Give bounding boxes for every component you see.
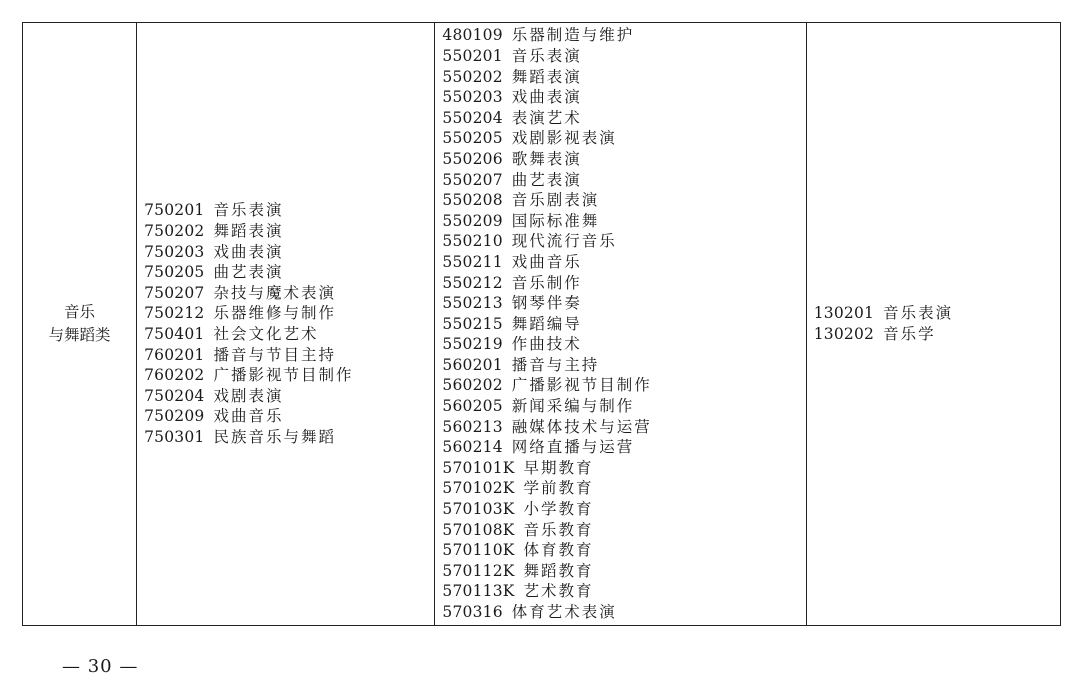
list-item [442, 561, 805, 582]
list-item [814, 324, 1060, 345]
list-item [442, 128, 805, 149]
undergraduate-majors-list [807, 303, 1060, 344]
major-name: 现代流行音乐 [511, 232, 617, 251]
major-code: 570316 [442, 603, 503, 622]
major-name: 融媒体技术与运营 [511, 417, 652, 436]
list-item [442, 87, 805, 108]
list-item [144, 345, 434, 366]
major-name: 乐器维修与制作 [213, 304, 336, 323]
major-name: 歌舞表演 [511, 149, 582, 168]
major-name: 广播影视节目制作 [511, 376, 652, 395]
major-code: 560214 [442, 438, 503, 457]
secondary-majors-list [137, 200, 434, 447]
major-code: 760201 [144, 345, 205, 364]
major-code: 570110K [442, 541, 515, 560]
major-name: 广播影视节目制作 [213, 366, 354, 385]
major-name: 社会文化艺术 [213, 325, 319, 343]
major-code: 550205 [442, 129, 503, 148]
major-code: 750209 [144, 407, 205, 426]
major-code: 550210 [442, 232, 503, 251]
undergraduate-majors-cell [806, 23, 1060, 626]
major-name: 舞蹈表演 [511, 67, 582, 86]
list-item [144, 221, 434, 242]
major-name: 舞蹈编导 [511, 314, 582, 333]
major-code: 570112K [442, 561, 515, 580]
table-row [23, 23, 1061, 626]
major-name: 曲艺表演 [213, 263, 284, 282]
list-item [442, 458, 805, 479]
major-code: 560201 [442, 355, 503, 374]
list-item [442, 252, 805, 273]
major-name: 戏剧影视表演 [511, 129, 617, 148]
major-code: 130202 [813, 325, 875, 343]
major-table [22, 22, 1061, 626]
major-name: 早期教育 [523, 458, 594, 477]
major-name: 网络直播与运营 [511, 438, 635, 457]
major-name: 音乐表演 [213, 201, 284, 220]
major-name: 小学教育 [523, 500, 594, 519]
major-name: 体育艺术表演 [511, 603, 617, 622]
major-name: 音乐教育 [523, 520, 594, 539]
list-item [442, 540, 805, 561]
list-item [442, 499, 805, 520]
category-label-line2: 与舞蹈类 [48, 326, 111, 344]
list-item [442, 170, 805, 191]
major-code: 130201 [813, 304, 875, 323]
list-item [442, 211, 805, 232]
major-code: 750301 [144, 427, 205, 446]
list-item [144, 242, 434, 263]
major-name: 戏剧表演 [213, 386, 284, 405]
category-label-line1: 音乐 [64, 303, 96, 321]
list-item [442, 437, 805, 458]
major-code: 750202 [144, 222, 205, 241]
list-item [442, 25, 805, 46]
major-code: 760202 [144, 366, 205, 385]
list-item [144, 200, 434, 221]
major-name: 音乐学 [883, 325, 936, 343]
list-item [144, 324, 434, 345]
major-code: 550219 [442, 335, 503, 354]
major-name: 学前教育 [523, 479, 594, 498]
major-name: 民族音乐与舞蹈 [213, 427, 336, 446]
major-code: 750204 [144, 386, 205, 405]
major-code: 550201 [442, 46, 503, 65]
major-code: 560205 [442, 397, 503, 416]
secondary-majors-cell [137, 23, 435, 626]
list-item [144, 283, 434, 304]
major-name: 播音与主持 [511, 355, 600, 374]
major-name: 音乐表演 [511, 46, 582, 65]
major-name: 国际标准舞 [511, 211, 600, 230]
major-name: 音乐表演 [883, 304, 954, 323]
major-name: 戏曲表演 [213, 242, 284, 261]
list-item [144, 262, 434, 283]
list-item [442, 314, 805, 335]
major-name: 新闻采编与制作 [511, 397, 635, 416]
list-item [442, 108, 805, 129]
major-name: 乐器制造与维护 [511, 26, 635, 45]
major-name: 钢琴伴奏 [511, 294, 582, 313]
list-item [442, 231, 805, 252]
major-name: 舞蹈表演 [213, 222, 284, 241]
list-item [442, 334, 805, 355]
major-code: 550215 [442, 314, 503, 333]
major-code: 550211 [442, 252, 503, 271]
list-item [442, 355, 805, 376]
major-code: 550209 [442, 211, 503, 230]
major-code: 560213 [442, 417, 503, 436]
higher-vocational-majors-cell [435, 23, 806, 626]
major-code: 550206 [442, 149, 503, 168]
major-code: 550212 [442, 273, 503, 292]
major-code: 750212 [144, 304, 205, 323]
major-code: 550213 [442, 294, 503, 313]
list-item [442, 46, 805, 67]
list-item [814, 303, 1060, 324]
major-name: 戏曲音乐 [511, 252, 582, 271]
major-code: 750201 [144, 201, 205, 220]
list-item [442, 417, 805, 438]
major-code: 750401 [144, 325, 205, 343]
major-code: 750207 [144, 283, 205, 302]
major-code: 560202 [442, 376, 503, 395]
major-name: 戏曲表演 [511, 88, 582, 107]
major-name: 舞蹈教育 [523, 561, 594, 580]
list-item [442, 396, 805, 417]
major-code: 750203 [144, 242, 205, 261]
category-cell [23, 23, 137, 626]
list-item [442, 602, 805, 623]
list-item [442, 190, 805, 211]
list-item [144, 386, 434, 407]
list-item [442, 149, 805, 170]
major-code: 570113K [442, 582, 515, 601]
higher-vocational-majors-list [435, 25, 805, 622]
major-name: 曲艺表演 [511, 170, 582, 189]
major-code: 570108K [442, 520, 515, 539]
list-item [442, 293, 805, 314]
major-name: 作曲技术 [511, 335, 582, 354]
major-code: 550203 [442, 88, 503, 107]
major-name: 音乐制作 [511, 273, 582, 292]
major-name: 艺术教育 [523, 582, 594, 601]
major-name: 播音与节目主持 [213, 345, 336, 364]
major-code: 550204 [442, 108, 503, 127]
list-item [144, 365, 434, 386]
list-item [144, 427, 434, 448]
list-item [442, 581, 805, 602]
list-item [442, 520, 805, 541]
list-item [442, 67, 805, 88]
major-code: 570101K [442, 458, 515, 477]
major-name: 体育教育 [523, 541, 594, 560]
major-name: 表演艺术 [511, 108, 582, 127]
major-code: 750205 [144, 263, 205, 282]
list-item [144, 406, 434, 427]
list-item [442, 478, 805, 499]
list-item [442, 273, 805, 294]
major-code: 570102K [442, 479, 515, 498]
list-item [442, 375, 805, 396]
major-code: 570103K [442, 500, 515, 519]
page-number: — 30 — [62, 656, 139, 677]
major-code: 480109 [442, 26, 503, 45]
major-code: 550207 [442, 170, 503, 189]
major-name: 戏曲音乐 [213, 407, 284, 426]
major-code: 550202 [442, 67, 503, 86]
list-item [144, 303, 434, 324]
major-code: 550208 [442, 191, 503, 210]
major-name: 杂技与魔术表演 [213, 283, 336, 302]
major-name: 音乐剧表演 [511, 191, 600, 210]
